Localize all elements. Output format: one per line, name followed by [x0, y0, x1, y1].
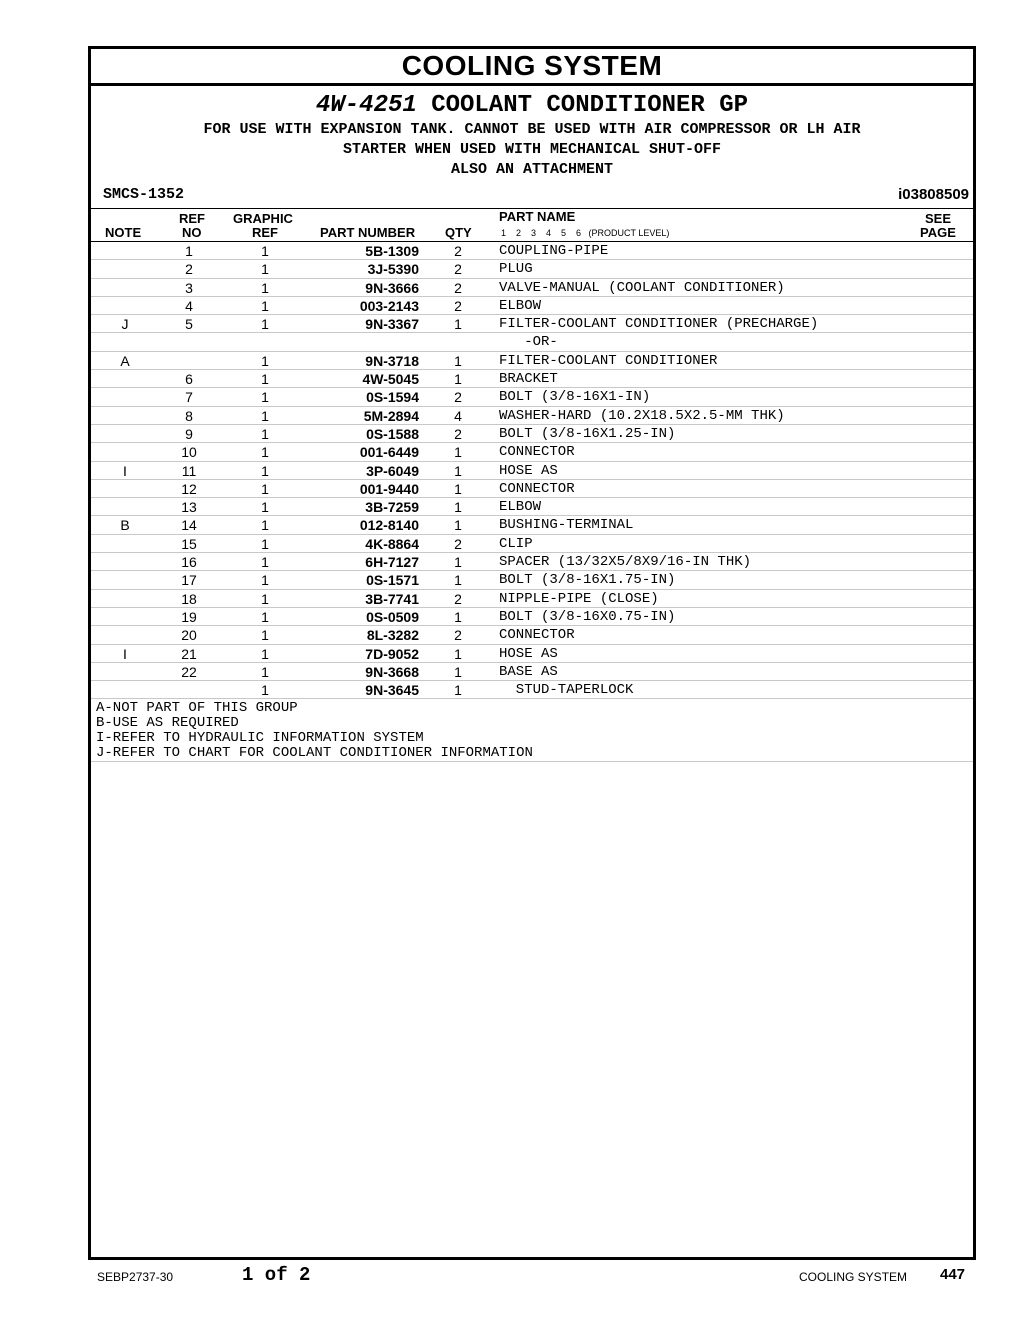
cell-part-name: ELBOW — [499, 297, 542, 314]
cell-part-number: 7D-9052 — [365, 645, 419, 662]
table-row — [91, 388, 973, 406]
cell-part-number: 5B-1309 — [365, 243, 419, 259]
document-identifier: i03808509 — [898, 186, 969, 203]
table-row — [91, 407, 973, 425]
cell-qty: 4 — [454, 407, 462, 424]
cell-graphic-ref: 1 — [261, 444, 269, 461]
cell-part-name: FILTER-COOLANT CONDITIONER — [499, 352, 718, 369]
cell-graphic-ref: 1 — [261, 572, 269, 589]
cell-ref-no: 2 — [185, 261, 193, 278]
cell-part-name: BUSHING-TERMINAL — [499, 517, 634, 534]
footer-page-number: 447 — [940, 1266, 966, 1283]
col-part-number: PART NUMBER — [320, 225, 416, 240]
cell-ref-no: 14 — [181, 517, 197, 534]
cell-graphic-ref: 1 — [261, 499, 269, 516]
table-row — [91, 370, 973, 388]
cell-graphic-ref: 1 — [261, 279, 269, 296]
footer-doc-id: SEBP2737-30 — [97, 1270, 174, 1284]
group-description — [91, 120, 973, 180]
cell-part-name: STUD-TAPERLOCK — [499, 682, 634, 699]
cell-note: B — [120, 517, 130, 534]
table-row — [91, 242, 973, 260]
cell-graphic-ref: 1 — [261, 316, 269, 333]
cell-qty: 1 — [454, 316, 462, 333]
cell-note: I — [123, 645, 127, 662]
cell-graphic-ref: 1 — [261, 608, 269, 625]
cell-part-name: CONNECTOR — [499, 480, 575, 497]
cell-part-name: BRACKET — [499, 371, 558, 388]
cell-part-number: 001-6449 — [359, 444, 419, 461]
col-qty: QTY — [445, 225, 472, 240]
cell-part-name: CONNECTOR — [499, 444, 575, 461]
cell-part-number: 001-9440 — [359, 480, 419, 497]
col-see-bottom: PAGE — [920, 225, 956, 240]
description-line: FOR USE WITH EXPANSION TANK. CANNOT BE USED WITH AIR COMPRESSOR OR LH AIR — [203, 121, 861, 138]
cell-ref-no: 9 — [185, 425, 193, 442]
cell-ref-no: 4 — [185, 297, 193, 314]
group-part-number: 4W-4251 — [315, 92, 417, 119]
cell-graphic-ref: 1 — [261, 243, 269, 259]
table-row — [91, 260, 973, 278]
cell-ref-no: 6 — [185, 371, 193, 388]
cell-qty: 1 — [454, 645, 462, 662]
table-row — [91, 279, 973, 297]
description-line: ALSO AN ATTACHMENT — [450, 161, 614, 178]
cell-part-number: 8L-3282 — [366, 627, 419, 644]
cell-ref-no: 3 — [185, 279, 193, 296]
cell-qty: 2 — [454, 279, 462, 296]
col-part-name: PART NAME — [499, 209, 576, 224]
page-footer — [0, 1262, 1020, 1292]
table-row — [91, 462, 973, 480]
smcs-code: SMCS-1352 — [103, 186, 185, 203]
note-line: I-REFER TO HYDRAULIC INFORMATION SYSTEM — [96, 730, 424, 747]
cell-graphic-ref: 1 — [261, 371, 269, 388]
cell-qty: 1 — [454, 663, 462, 680]
cell-ref-no: 7 — [185, 389, 193, 406]
cell-part-number: 9N-3645 — [365, 682, 419, 699]
col-ref-top: REF — [179, 211, 205, 226]
table-row — [91, 443, 973, 461]
cell-part-number: 3J-5390 — [367, 261, 419, 278]
cell-part-name: SPACER (13/32X5/8X9/16-IN THK) — [499, 554, 752, 571]
cell-ref-no: 21 — [181, 645, 197, 662]
col-graphic-bottom: REF — [252, 225, 278, 240]
cell-graphic-ref: 1 — [261, 663, 269, 680]
notes-block — [91, 699, 973, 762]
cell-qty: 2 — [454, 389, 462, 406]
cell-qty: 2 — [454, 425, 462, 442]
cell-qty: 1 — [454, 682, 462, 699]
cell-qty: 1 — [454, 608, 462, 625]
table-row — [91, 480, 973, 498]
cell-qty: 2 — [454, 590, 462, 607]
group-title — [91, 92, 973, 120]
col-product-level: 1 2 3 4 5 6 (PRODUCT LEVEL) — [501, 228, 670, 238]
table-row — [91, 681, 973, 699]
cell-part-number: 5M-2894 — [363, 407, 419, 424]
cell-qty: 2 — [454, 297, 462, 314]
cell-part-number: 0S-1588 — [366, 425, 419, 442]
cell-note: J — [121, 316, 129, 333]
section-title: COOLING SYSTEM — [91, 49, 973, 86]
cell-part-name: BASE AS — [499, 663, 558, 680]
cell-ref-no: 10 — [181, 444, 197, 461]
cell-qty: 1 — [454, 517, 462, 534]
footer-section: COOLING SYSTEM — [799, 1270, 908, 1284]
table-row — [91, 535, 973, 553]
cell-graphic-ref: 1 — [261, 352, 269, 369]
meta-row — [91, 184, 973, 209]
cell-ref-no: 19 — [181, 608, 197, 625]
table-row — [91, 645, 973, 663]
cell-part-number: 4K-8864 — [365, 535, 419, 552]
cell-part-number: 9N-3718 — [365, 352, 419, 369]
cell-qty: 2 — [454, 261, 462, 278]
table-row — [91, 498, 973, 516]
col-graphic-top: GRAPHIC — [233, 211, 293, 226]
description-line: STARTER WHEN USED WITH MECHANICAL SHUT-OFF — [342, 141, 722, 158]
table-row — [91, 571, 973, 589]
parts-table-body — [91, 242, 973, 699]
cell-qty: 1 — [454, 499, 462, 516]
cell-part-number: 3B-7741 — [365, 590, 419, 607]
cell-part-number: 0S-0509 — [366, 608, 419, 625]
cell-part-number: 3P-6049 — [366, 462, 419, 479]
cell-qty: 1 — [454, 480, 462, 497]
cell-ref-no: 17 — [181, 572, 197, 589]
cell-ref-no: 16 — [181, 554, 197, 571]
cell-qty: 1 — [454, 572, 462, 589]
cell-graphic-ref: 1 — [261, 480, 269, 497]
cell-part-number: 4W-5045 — [362, 371, 419, 388]
cell-qty: 2 — [454, 535, 462, 552]
table-row — [91, 333, 973, 351]
cell-part-name: COUPLING-PIPE — [499, 243, 609, 259]
cell-part-name: HOSE AS — [499, 645, 558, 662]
cell-part-name: BOLT (3/8-16X1.75-IN) — [499, 572, 676, 589]
table-row — [91, 297, 973, 315]
table-row — [91, 608, 973, 626]
cell-part-number: 0S-1594 — [366, 389, 419, 406]
cell-graphic-ref: 1 — [261, 554, 269, 571]
page-frame — [88, 46, 976, 1260]
cell-graphic-ref: 1 — [261, 389, 269, 406]
note-line: J-REFER TO CHART FOR COOLANT CONDITIONER INFORMATION — [96, 745, 533, 762]
cell-part-number: 9N-3666 — [365, 279, 419, 296]
cell-part-number: 6H-7127 — [365, 554, 419, 571]
table-row — [91, 425, 973, 443]
cell-qty: 2 — [454, 243, 462, 259]
cell-part-name: FILTER-COOLANT CONDITIONER (PRECHARGE) — [499, 316, 819, 333]
cell-part-name: CONNECTOR — [499, 627, 575, 644]
note-line: A-NOT PART OF THIS GROUP — [96, 700, 298, 717]
cell-graphic-ref: 1 — [261, 425, 269, 442]
cell-ref-no: 11 — [181, 462, 197, 479]
cell-qty: 1 — [454, 371, 462, 388]
cell-qty: 2 — [454, 627, 462, 644]
table-row — [91, 590, 973, 608]
cell-part-number: 9N-3367 — [365, 316, 419, 333]
cell-part-name: VALVE-MANUAL (COOLANT CONDITIONER) — [499, 279, 785, 296]
cell-ref-no: 13 — [181, 499, 197, 516]
cell-part-number: 3B-7259 — [365, 499, 419, 516]
col-note: NOTE — [105, 225, 142, 240]
note-line: B-USE AS REQUIRED — [96, 715, 239, 732]
cell-part-name: BOLT (3/8-16X0.75-IN) — [499, 608, 676, 625]
cell-graphic-ref: 1 — [261, 407, 269, 424]
cell-note: I — [123, 462, 127, 479]
cell-graphic-ref: 1 — [261, 297, 269, 314]
cell-part-name: BOLT (3/8-16X1-IN) — [499, 389, 651, 406]
cell-part-number: 0S-1571 — [366, 572, 419, 589]
cell-qty: 1 — [454, 462, 462, 479]
cell-graphic-ref: 1 — [261, 462, 269, 479]
cell-part-number: 9N-3668 — [365, 663, 419, 680]
cell-note: A — [120, 352, 130, 369]
table-row — [91, 516, 973, 534]
cell-ref-no: 15 — [181, 535, 197, 552]
cell-ref-no: 8 — [185, 407, 193, 424]
cell-ref-no: 1 — [185, 243, 193, 259]
group-name: COOLANT CONDITIONER GP — [431, 92, 749, 119]
cell-part-name: HOSE AS — [499, 462, 558, 479]
cell-ref-no: 22 — [181, 663, 197, 680]
cell-ref-no: 18 — [181, 590, 197, 607]
table-row — [91, 553, 973, 571]
column-header-row — [91, 209, 973, 242]
cell-part-number: 012-8140 — [359, 517, 419, 534]
cell-graphic-ref: 1 — [261, 517, 269, 534]
cell-qty: 1 — [454, 444, 462, 461]
cell-qty: 1 — [454, 352, 462, 369]
cell-ref-no: 20 — [181, 627, 197, 644]
cell-qty: 1 — [454, 554, 462, 571]
cell-part-name: WASHER-HARD (10.2X18.5X2.5-MM THK) — [499, 407, 785, 424]
table-row — [91, 352, 973, 370]
cell-part-name: PLUG — [499, 261, 533, 278]
table-row — [91, 626, 973, 644]
cell-part-number: 003-2143 — [359, 297, 419, 314]
cell-part-name: -OR- — [499, 334, 558, 351]
cell-part-name: BOLT (3/8-16X1.25-IN) — [499, 425, 676, 442]
cell-ref-no: 12 — [181, 480, 197, 497]
footer-page-of: 1 of 2 — [242, 1264, 311, 1286]
cell-graphic-ref: 1 — [261, 261, 269, 278]
table-row — [91, 663, 973, 681]
cell-part-name: ELBOW — [499, 499, 542, 516]
col-see-top: SEE — [925, 211, 952, 226]
col-ref-bottom: NO — [182, 225, 202, 240]
cell-graphic-ref: 1 — [261, 535, 269, 552]
cell-graphic-ref: 1 — [261, 682, 269, 699]
table-row — [91, 315, 973, 333]
cell-part-name: CLIP — [499, 535, 533, 552]
cell-part-name: NIPPLE-PIPE (CLOSE) — [499, 590, 659, 607]
cell-graphic-ref: 1 — [261, 590, 269, 607]
cell-graphic-ref: 1 — [261, 627, 269, 644]
cell-ref-no: 5 — [185, 316, 193, 333]
cell-graphic-ref: 1 — [261, 645, 269, 662]
